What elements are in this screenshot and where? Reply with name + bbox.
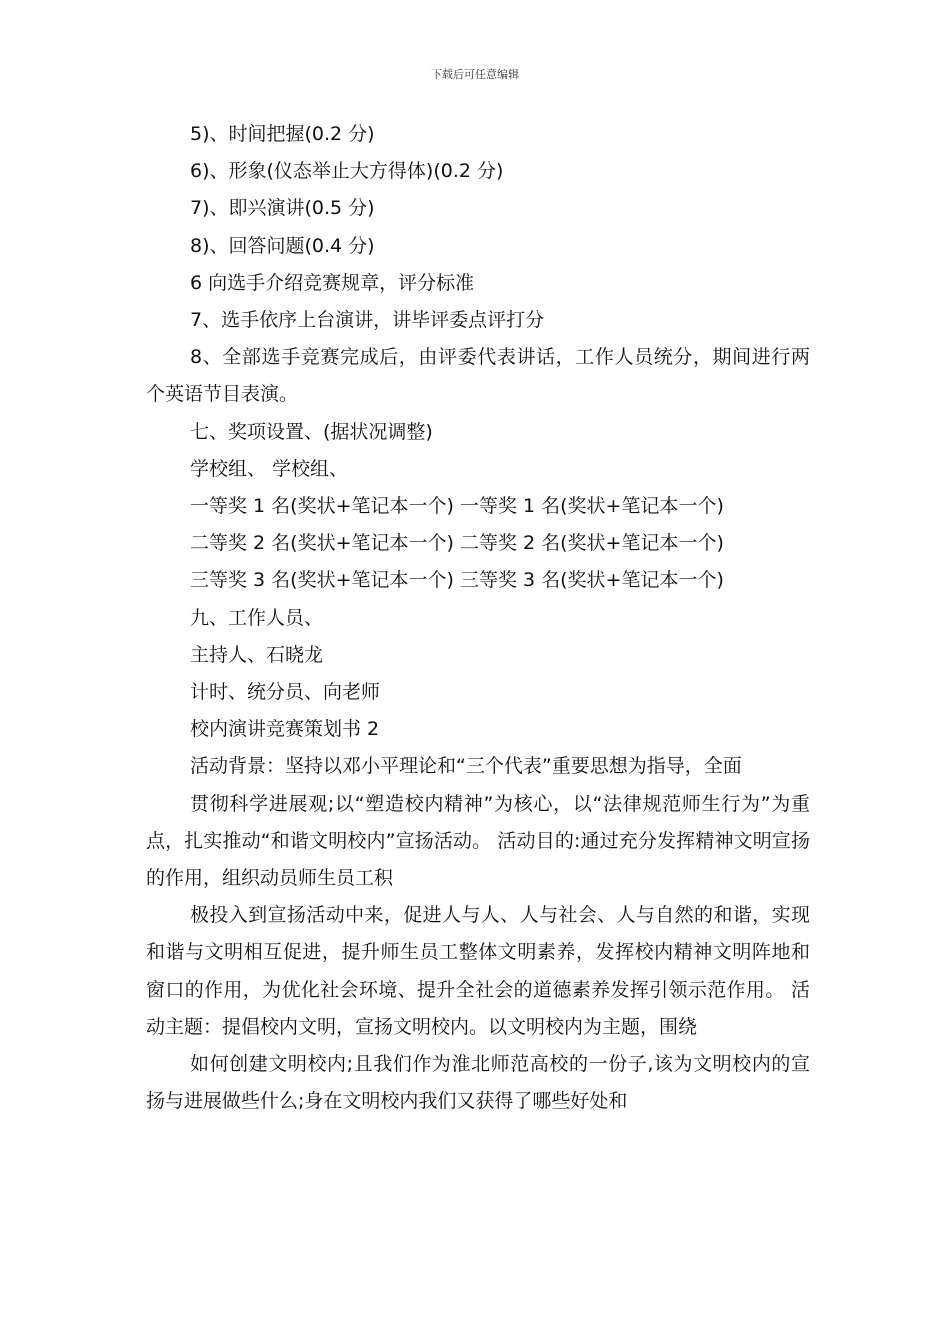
paragraph: 计时、统分员、向老师 [190, 681, 381, 704]
paragraph: 如何创建文明校内;且我们作为淮北师范高校的一份子,该为文明校内的宣扬与进展做些什么;身在文明校内我们又获得了哪些好处和 [146, 1053, 810, 1113]
paragraph: 主持人、石晓龙 [190, 643, 324, 666]
document-body [146, 116, 810, 1120]
paragraph: 极投入到宣扬活动中来，促进人与人、人与社会、人与自然的和谐，实现和谐与文明相互促进，提升师生员工整体文明素养，发挥校内精神文明阵地和窗口的作用，为优化社会环境、提升全社会的道德素养发挥引领示范作用。 活动主题：提倡校内文明，宣扬文明校内。以文明校内为主题，围绕 [146, 904, 810, 1038]
paragraph: 贯彻科学进展观;以“塑造校内精神”为核心，以“法律规范师生行为”为重点，扎实推动“和谐文明校内”宣扬活动。 活动目的:通过充分发挥精神文明宣扬的作用，组织动员师生员工积 [146, 792, 810, 890]
paragraph: 6 向选手介绍竞赛规章，评分标准 [190, 271, 475, 294]
award-line: 二等奖 2 名(奖状+笔记本一个) 二等奖 2 名(奖状+笔记本一个) [190, 532, 724, 555]
paragraph: 学校组、 学校组、 [190, 457, 349, 480]
paragraph: 6)、形象(仪态举止大方得体)(0.2 分) [190, 160, 504, 183]
section-heading: 九、工作人员、 [190, 606, 324, 629]
paragraph: 8、全部选手竞赛完成后，由评委代表讲话，工作人员统分，期间进行两个英语节目表演。 [146, 346, 810, 406]
award-line: 一等奖 1 名(奖状+笔记本一个) 一等奖 1 名(奖状+笔记本一个) [190, 495, 724, 518]
award-line: 三等奖 3 名(奖状+笔记本一个) 三等奖 3 名(奖状+笔记本一个) [190, 569, 724, 592]
section-heading: 七、奖项设置、(据状况调整) [190, 420, 433, 443]
document-title: 校内演讲竞赛策划书 2 [190, 718, 380, 741]
paragraph: 5)、时间把握(0.2 分) [190, 123, 375, 145]
page-header: 下载后可任意编辑 [431, 68, 519, 81]
paragraph: 7)、即兴演讲(0.5 分) [190, 197, 375, 220]
paragraph: 8)、回答问题(0.4 分) [190, 234, 375, 257]
paragraph: 活动背景：坚持以邓小平理论和“三个代表”重要思想为指导，全面 [190, 755, 742, 778]
paragraph: 7、选手依序上台演讲，讲毕评委点评打分 [190, 309, 545, 332]
